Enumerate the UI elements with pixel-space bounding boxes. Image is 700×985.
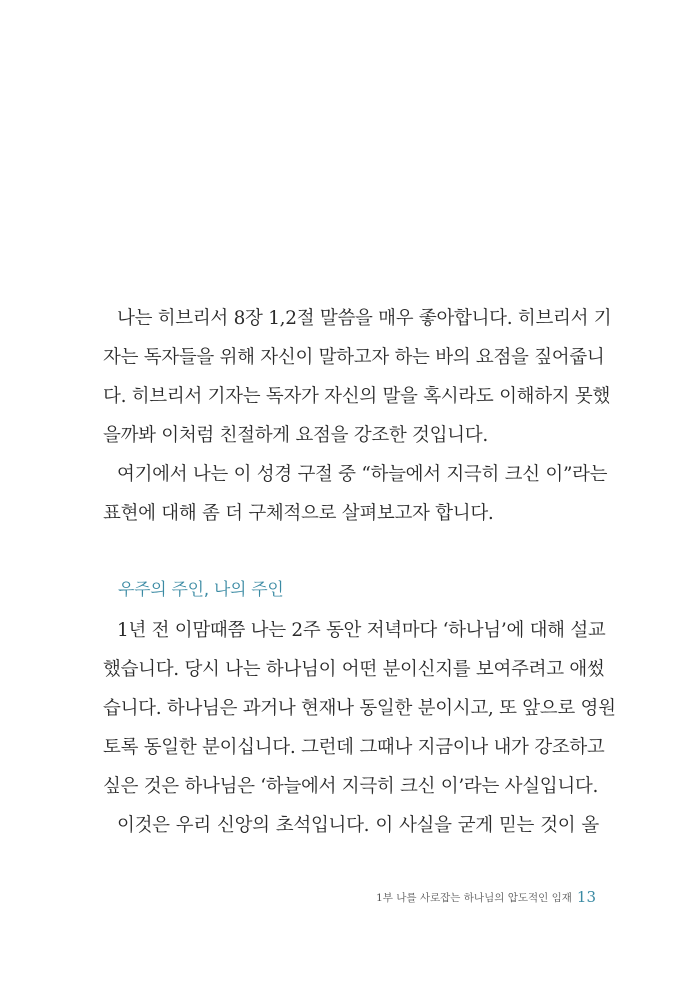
- page-number: 13: [576, 888, 596, 906]
- text-line: 했습니다. 당시 나는 하나님이 어떤 분이신지를 보여주려고 애썼: [103, 659, 605, 680]
- text-line: 이것은 우리 신앙의 초석입니다. 이 사실을 굳게 믿는 것이 올: [117, 815, 599, 836]
- text-line: 습니다. 하나님은 과거나 현재나 동일한 분이시고, 또 앞으로 영원: [103, 698, 616, 719]
- text-line: 나는 히브리서 8장 1,2절 말씀을 매우 좋아합니다. 히브리서 기: [117, 308, 612, 329]
- section-heading: 우주의 주인, 나의 주인: [118, 580, 284, 600]
- text-line: 1년 전 이맘때쯤 나는 2주 동안 저녁마다 ‘하나님’에 대해 설교: [117, 620, 606, 641]
- text-line: 싶은 것은 하나님은 ‘하늘에서 지극히 크신 이’라는 사실입니다.: [103, 776, 599, 797]
- body-text-top: [103, 299, 612, 533]
- body-text-bottom: [103, 611, 616, 845]
- page-footer: [376, 887, 596, 908]
- text-line: 을까봐 이처럼 친절하게 요점을 강조한 것입니다.: [103, 425, 488, 446]
- text-line: 표현에 대해 좀 더 구체적으로 살펴보고자 합니다.: [103, 503, 494, 524]
- text-line: 다. 히브리서 기자는 독자가 자신의 말을 혹시라도 이해하지 못했: [103, 386, 611, 407]
- text-line: 여기에서 나는 이 성경 구절 중 “하늘에서 지극히 크신 이”라는: [117, 464, 608, 485]
- text-line: 자는 독자들을 위해 자신이 말하고자 하는 바의 요점을 짚어줍니: [103, 347, 605, 368]
- running-title: 1부 나를 사로잡는 하나님의 압도적인 임재: [376, 892, 572, 904]
- text-line: 토록 동일한 분이십니다. 그런데 그때나 지금이나 내가 강조하고: [103, 737, 605, 758]
